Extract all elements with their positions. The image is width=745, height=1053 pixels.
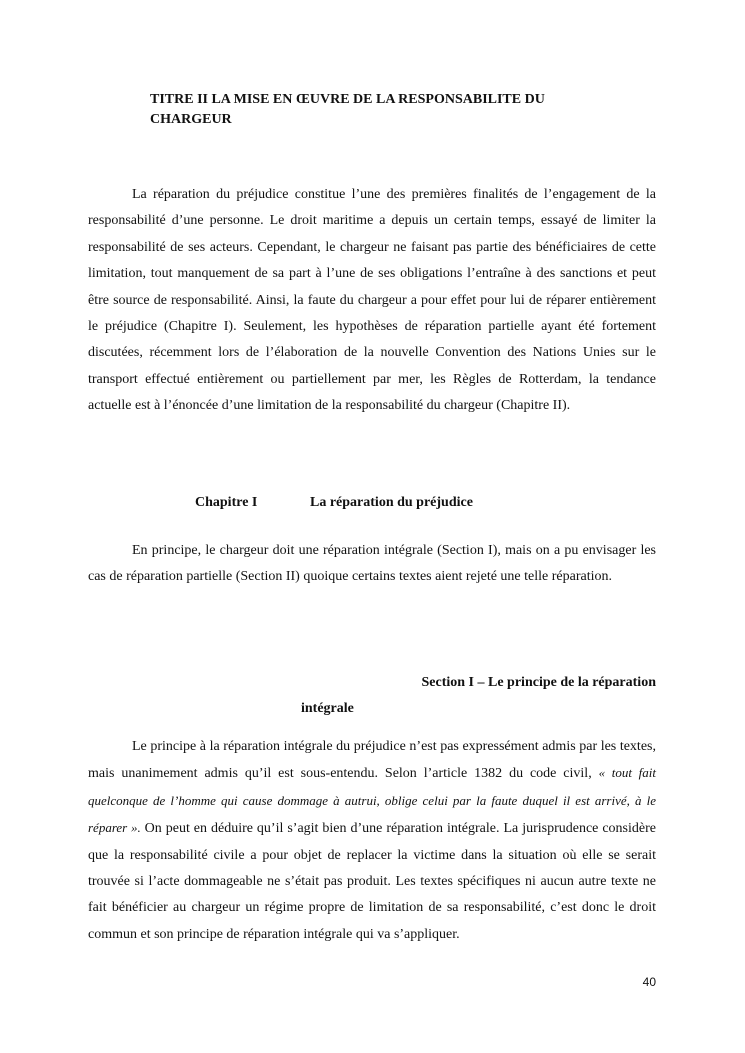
civil-code-quote: « tout fait quelconque de l’homme qui cause dommage à autrui, oblige celui par la faute duquel il est arrivé, à le réparer ». — [88, 765, 656, 836]
page-title — [150, 90, 620, 130]
intro-paragraph-text: La réparation du préjudice constitue l’une des premières finalités de l’engagement de la responsabilité d’une personne. Le droit maritime a depuis un certain temps, essayé de limiter la responsabilité de ses acteurs. Cependant, le chargeur ne faisant pas partie des bénéficiaires de cette limitation, tout manquement de sa part à l’une de ses obligations l’entraîne à des sanctions et peut être source de responsabilité. Ainsi, la faute du chargeur a pour effet pour lui de réparer entièrement le préjudice (Chapitre I). Seulement, les hypothèses de réparation partielle ayant été fortement discutées, récemment lors de l’élaboration de la nouvelle Convention des Nations Unies sur le transport effectué entièrement ou partiellement par mer, les Règles de Rotterdam, la tendance actuelle est à l’énoncée d’une limitation de la responsabilité du chargeur (Chapitre II). — [88, 187, 656, 414]
section-paragraph — [88, 734, 656, 948]
title-line-2: CHARGEUR — [150, 112, 232, 127]
chapter-paragraph-text: En principe, le chargeur doit une réparation intégrale (Section I), mais on a pu envisager les cas de réparation partielle (Section II) quoique certains textes aient rejeté une telle réparation. — [88, 543, 656, 585]
chapter-title: La réparation du préjudice — [310, 495, 473, 510]
chapter-number: Chapitre I — [195, 495, 258, 510]
intro-paragraph — [88, 182, 656, 420]
page-number: 40 — [642, 975, 656, 989]
section-heading-line-1: Section I – Le principe de la réparation — [421, 675, 656, 690]
title-line-1: TITRE II LA MISE EN ŒUVRE DE LA RESPONSABILITE DU — [150, 92, 545, 107]
chapter-paragraph — [88, 538, 656, 591]
section-paragraph-text-before: Le principe à la réparation intégrale du préjudice n’est pas expressément admis par les textes, mais unanimement admis qu’il est sous-entendu. Selon l’article 1382 du code civil, — [88, 739, 656, 782]
section-paragraph-text-after: On peut en déduire qu’il s’agit bien d’une réparation intégrale. La jurisprudence considère que la responsabilité civile a pour objet de replacer la victime dans la situation où elle se serait trouvée si l’acte dommageable ne s’était pas produit. Les textes spécifiques ni aucun autre texte ne fait bénéficier au chargeur un régime propre de limitation de sa responsabilité, c’est donc le droit commun et son principe de réparation intégrale qui va s’appliquer. — [88, 821, 656, 942]
section-heading-line-2: intégrale — [301, 701, 354, 716]
